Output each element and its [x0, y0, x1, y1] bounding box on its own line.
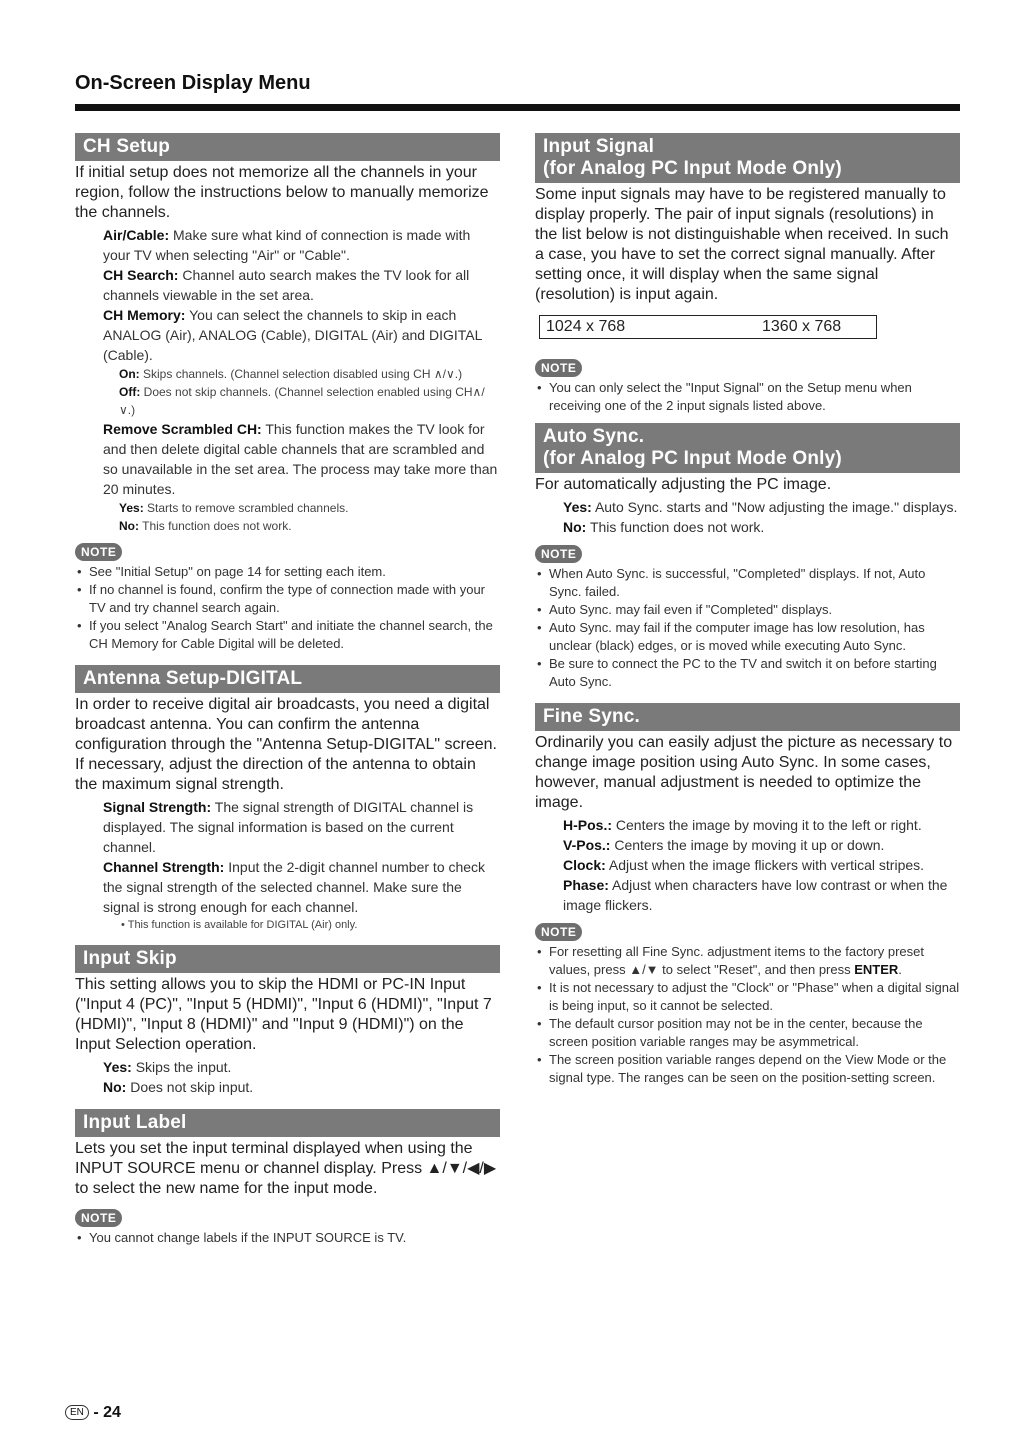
antenna-bullet: • This function is available for DIGITAL (Air) only.	[121, 919, 358, 931]
item-label: No:	[103, 1079, 127, 1095]
note-badge: NOTE	[75, 1209, 122, 1227]
note-item: • If you select "Analog Search Start" and initiate the channel search, the CH Memory for Cable Digital will be deleted.	[75, 617, 500, 653]
note-item: • The default cursor position may not be in the center, because the screen position variable ranges may be asymmetrical.	[535, 1015, 960, 1051]
enter-key: ENTER	[854, 962, 899, 977]
item-label: No:	[563, 519, 587, 535]
item-label: Air/Cable:	[103, 227, 170, 243]
item-clock	[563, 855, 960, 875]
section-header-fine-sync: Fine Sync.	[535, 703, 960, 731]
item-label: CH Memory:	[103, 307, 186, 323]
item-text: Does not skip input.	[130, 1079, 254, 1095]
resolution-box	[539, 315, 877, 339]
item-label: Signal Strength:	[103, 799, 212, 815]
item-text: Auto Sync. starts and "Now adjusting the image." displays.	[594, 499, 958, 515]
item-text: Channel auto search makes the TV look for all channels viewable in the set area.	[103, 267, 470, 303]
input-skip-intro: This setting allows you to skip the HDMI or PC-IN Input ("Input 4 (PC)", "Input 5 (HDMI)", "Input 6 (HDMI)", "Input 7 (HDMI)", "Input 8 (HDMI)" and "Input 9 (HDMI)") on the Input Selection operation.	[75, 976, 492, 1053]
note-badge: NOTE	[75, 543, 122, 561]
note-badge: NOTE	[535, 923, 582, 941]
item-label: H-Pos.:	[563, 817, 612, 833]
item-phase	[563, 875, 960, 915]
item-label: CH Search:	[103, 267, 179, 283]
header-line: (for Analog PC Input Mode Only)	[543, 158, 842, 179]
item-ch-memory	[103, 305, 500, 365]
item-text: Make sure what kind of connection is made with your TV when selecting "Air" or "Cable".	[103, 227, 471, 263]
header-line: Input Signal	[543, 136, 655, 157]
page-title: On-Screen Display Menu	[75, 72, 311, 94]
note-text: For resetting all Fine Sync. adjustment items to the factory preset values, press ▲/▼ to select "Reset", and then press	[549, 944, 924, 977]
title-rule	[75, 104, 960, 111]
section-header-auto-sync	[535, 423, 960, 473]
note-item: • If no channel is found, confirm the type of connection made with your TV and try channel search again.	[75, 581, 500, 617]
sub-label: No:	[119, 519, 139, 533]
note-item: • It is not necessary to adjust the "Clock" or "Phase" when a digital signal is being input, so it cannot be selected.	[535, 979, 960, 1015]
item-skip-yes	[103, 1057, 500, 1077]
sub-label: On:	[119, 367, 140, 381]
section-header-input-label: Input Label	[75, 1109, 500, 1137]
resolution-a: 1024 x 768	[546, 318, 626, 335]
antenna-intro: In order to receive digital air broadcasts, you need a digital broadcast antenna. You can confirm the antenna configuration through the "Antenna Setup-DIGITAL" screen. If necessary, adjust the direction of the antenna to obtain the maximum signal strength.	[75, 696, 497, 793]
sub-yes	[119, 499, 500, 517]
item-text: Adjust when the image flickers with vertical stripes.	[608, 857, 925, 873]
sub-text: This function does not work.	[142, 519, 292, 533]
note-badge: NOTE	[535, 359, 582, 377]
note-item: • Auto Sync. may fail if the computer image has low resolution, has unclear (black) edges, or is moved while executing Auto Sync.	[535, 619, 960, 655]
note-item: • You cannot change labels if the INPUT SOURCE is TV.	[75, 1229, 500, 1247]
item-text: Skips the input.	[135, 1059, 232, 1075]
item-text: Centers the image by moving it up or down.	[614, 837, 885, 853]
item-label: Channel Strength:	[103, 859, 225, 875]
item-air-cable	[103, 225, 500, 265]
sub-text: Starts to remove scrambled channels.	[147, 501, 349, 515]
auto-sync-intro: For automatically adjusting the PC image.	[535, 476, 832, 493]
item-skip-no	[103, 1077, 500, 1097]
page-footer	[65, 1404, 121, 1422]
page-number: - 24	[93, 1404, 121, 1421]
item-signal-strength	[103, 797, 500, 857]
note-item: • Auto Sync. may fail even if "Completed" displays.	[535, 601, 960, 619]
sub-on	[119, 365, 500, 383]
section-header-ch-setup: CH Setup	[75, 133, 500, 161]
note-item: • You can only select the "Input Signal" on the Setup menu when receiving one of the 2 input signals listed above.	[535, 379, 960, 415]
right-column	[535, 133, 960, 1087]
item-text: This function makes the TV look for and then delete digital cable channels that are scrambled and so unavailable in the set area. The process may take more than 20 minutes.	[103, 421, 498, 497]
resolution-b: 1360 x 768	[762, 318, 842, 335]
antenna-bullet-text: This function is available for DIGITAL (Air) only.	[127, 919, 358, 931]
left-column	[75, 133, 500, 1247]
sub-no	[119, 517, 500, 535]
note-badge: NOTE	[535, 545, 582, 563]
note-item: • The screen position variable ranges depend on the View Mode or the signal type. The ranges can be seen on the position-setting screen.	[535, 1051, 960, 1087]
ch-setup-intro: If initial setup does not memorize all the channels in your region, follow the instructions below to manually memorize the channels.	[75, 164, 489, 221]
item-text: Centers the image by moving it to the left or right.	[615, 817, 922, 833]
sub-text: Skips channels. (Channel selection disabled using CH ∧/∨.)	[143, 367, 463, 381]
item-text: This function does not work.	[589, 519, 765, 535]
item-label: Remove Scrambled CH:	[103, 421, 262, 437]
item-label: Phase:	[563, 877, 609, 893]
item-label: Yes:	[563, 499, 592, 515]
sub-off	[119, 383, 500, 419]
header-line: Auto Sync.	[543, 426, 645, 447]
item-text: Adjust when characters have low contrast or when the image flickers.	[563, 877, 948, 913]
item-label: Yes:	[103, 1059, 132, 1075]
item-auto-no	[563, 517, 960, 537]
input-signal-intro: Some input signals may have to be registered manually to display properly. The pair of input signals (resolutions) in the list below is not distinguishable when received. In such a case, you have to set the correct signal manually. After setting once, it will display when the same signal (resolution) is input again.	[535, 186, 949, 303]
item-channel-strength	[103, 857, 500, 917]
item-text: The signal strength of DIGITAL channel is displayed. The signal information is based on the current channel.	[103, 799, 474, 855]
item-remove-scrambled	[103, 419, 500, 499]
item-label: Clock:	[563, 857, 606, 873]
note-item: • See "Initial Setup" on page 14 for setting each item.	[75, 563, 500, 581]
section-header-input-signal	[535, 133, 960, 183]
language-badge: EN	[65, 1405, 89, 1420]
input-label-intro: Lets you set the input terminal displayed when using the INPUT SOURCE menu or channel display. Press ▲/▼/◀/▶ to select the new name for the input mode.	[75, 1140, 497, 1197]
section-header-antenna: Antenna Setup-DIGITAL	[75, 665, 500, 693]
item-text: You can select the channels to skip in each ANALOG (Air), ANALOG (Cable), DIGITAL (Air) and DIGITAL (Cable).	[103, 307, 482, 363]
note-item: • For resetting all Fine Sync. adjustment items to the factory preset values, press ▲/▼ to select "Reset", and then press ENTER.	[535, 943, 960, 979]
fine-sync-intro: Ordinarily you can easily adjust the picture as necessary to change image position using Auto Sync. In some cases, however, manual adjustment is needed to optimize the image.	[535, 734, 953, 811]
item-vpos	[563, 835, 960, 855]
item-auto-yes	[563, 497, 960, 517]
item-text: Input the 2-digit channel number to check the signal strength of the selected channel. Make sure the signal is strong enough for each channel.	[103, 859, 486, 915]
sub-text: Does not skip channels. (Channel selection enabled using CH∧/∨.)	[119, 385, 485, 417]
sub-label: Yes:	[119, 501, 144, 515]
note-item: • When Auto Sync. is successful, "Completed" displays. If not, Auto Sync. failed.	[535, 565, 960, 601]
item-hpos	[563, 815, 960, 835]
sub-label: Off:	[119, 385, 141, 399]
note-item: • Be sure to connect the PC to the TV and switch it on before starting Auto Sync.	[535, 655, 960, 691]
item-ch-search	[103, 265, 500, 305]
section-header-input-skip: Input Skip	[75, 945, 500, 973]
item-label: V-Pos.:	[563, 837, 611, 853]
header-line: (for Analog PC Input Mode Only)	[543, 448, 842, 469]
